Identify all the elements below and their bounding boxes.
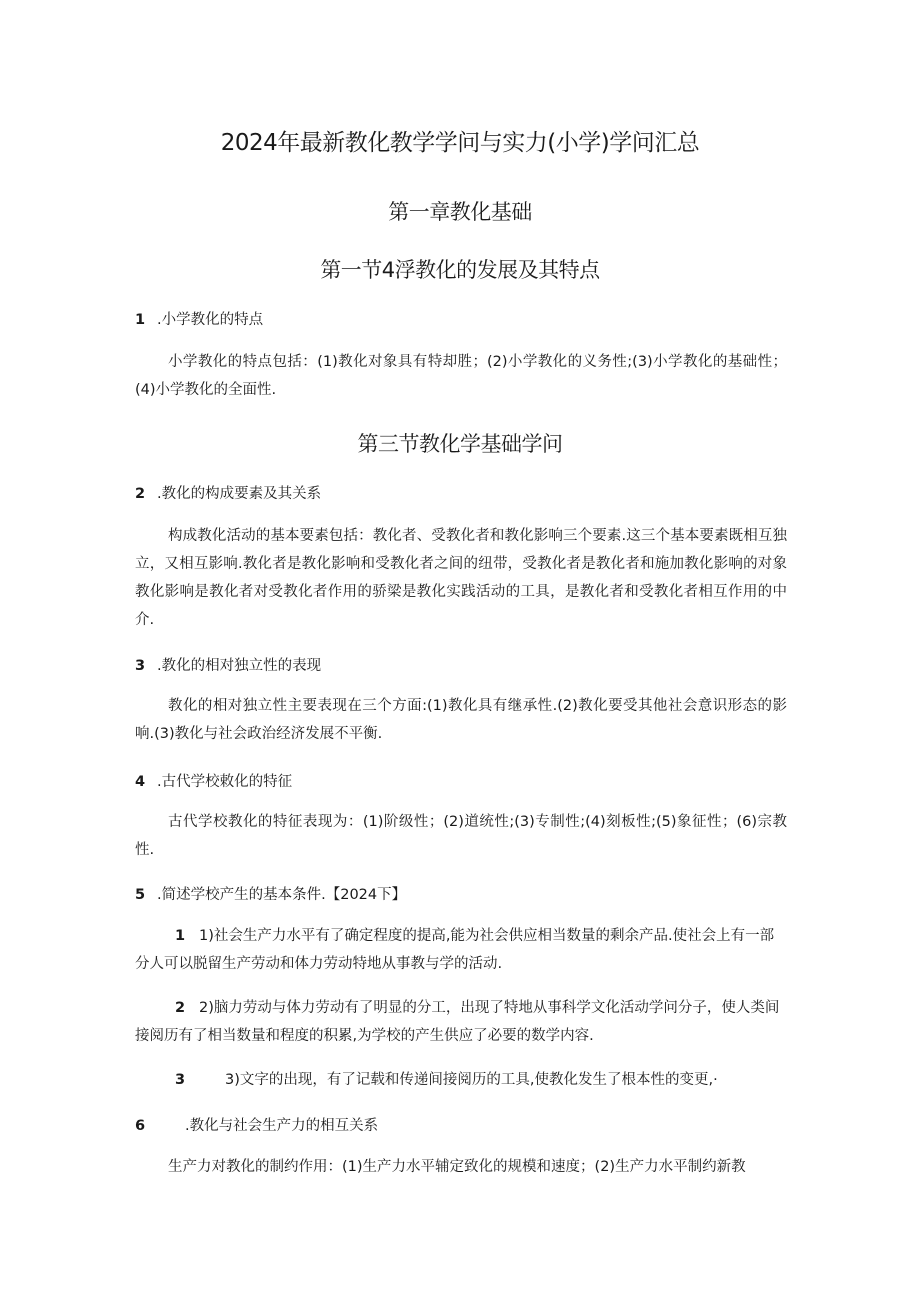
chapter-heading: 第一章教化基础 <box>388 200 532 224</box>
item-body-3: 教化的相对独立性主要表现在三个方面:(1)教化具有继承性.(2)教化要受其他社会意识形态的影响.(3)教化与社会政治经济发展不平衡. <box>135 698 787 742</box>
sub-item-text: 2)脑力劳动与体力劳动有了明显的分工，出现了特地从事科学文化活动学问分子，使人类间接阅历有了相当数量和程度的积累,为学校的产生供应了必要的数学内容. <box>135 1000 780 1044</box>
sub-item-1 <box>135 922 787 978</box>
item-number: 4 <box>135 774 146 790</box>
item-heading-2 <box>135 482 321 503</box>
item-number: 5 <box>135 887 146 903</box>
sub-item-text: 3)文字的出现，有了记载和传递间接阅历的工具,使教化发生了根本性的变更,· <box>225 1072 718 1088</box>
item-number: 1 <box>135 312 146 328</box>
item-title: .古代学校敕化的特征 <box>157 774 293 790</box>
item-title: .简述学校产生的基本条件.【2024下】 <box>157 887 407 903</box>
section-heading-1: 第一节4浮教化的发展及其特点 <box>320 258 600 282</box>
item-body-4: 古代学校教化的特征表现为：(1)阶级性；(2)道统性;(3)专制性;(4)刻板性;(5)象征性；(6)宗教性. <box>135 814 787 858</box>
sub-item-text: 1)社会生产力水平有了确定程度的提高,能为社会供应相当数量的剩余产品.使社会上有一部分人可以脱留生产劳动和体力劳动特地从事教与学的活动. <box>135 928 775 972</box>
item-heading-5 <box>135 883 406 904</box>
item-title: .教化与社会生产力的相互关系 <box>185 1118 379 1134</box>
section-heading-3: 第三节教化学基础学问 <box>357 432 563 456</box>
sub-item-number: 1 <box>175 928 186 944</box>
item-heading-1 <box>135 308 263 329</box>
sub-item-3 <box>135 1066 787 1094</box>
item-title: .教化的构成要素及其关系 <box>157 486 322 502</box>
item-body-1: 小学教化的特点包括：(1)教化对象具有特却胜；(2)小学教化的义务性;(3)小学教化的基础性；(4)小学教化的全面性. <box>135 354 787 398</box>
sub-item-number: 3 <box>175 1072 186 1088</box>
item-heading-4 <box>135 770 292 791</box>
document-title: 2024年最新教化教学学问与实力(小学)学问汇总 <box>220 130 700 156</box>
item-title: .小学教化的特点 <box>157 312 264 328</box>
item-title: .教化的相对独立性的表现 <box>157 658 322 674</box>
item-body-6: 生产力对教化的制约作用：(1)生产力水平辅定致化的规模和速度；(2)生产力水平制约新教 <box>168 1159 746 1175</box>
sub-item-number: 2 <box>175 1000 186 1016</box>
item-heading-6 <box>135 1114 378 1135</box>
sub-item-2 <box>135 994 787 1050</box>
item-heading-3 <box>135 654 321 675</box>
item-body-2: 构成教化活动的基本要素包括：教化者、受教化者和教化影响三个要素.这三个基本要素既相互独立，又相互影响.教化者是教化影响和受教化者之间的纽带，受教化者是教化者和施加教化影响的对象教化影响是教化者对受教化者作用的骄梁是教化实践活动的工具，是教化者和受教化者相互作用的中介. <box>135 528 787 628</box>
item-number: 3 <box>135 658 146 674</box>
item-number: 2 <box>135 486 146 502</box>
item-number: 6 <box>135 1118 146 1134</box>
